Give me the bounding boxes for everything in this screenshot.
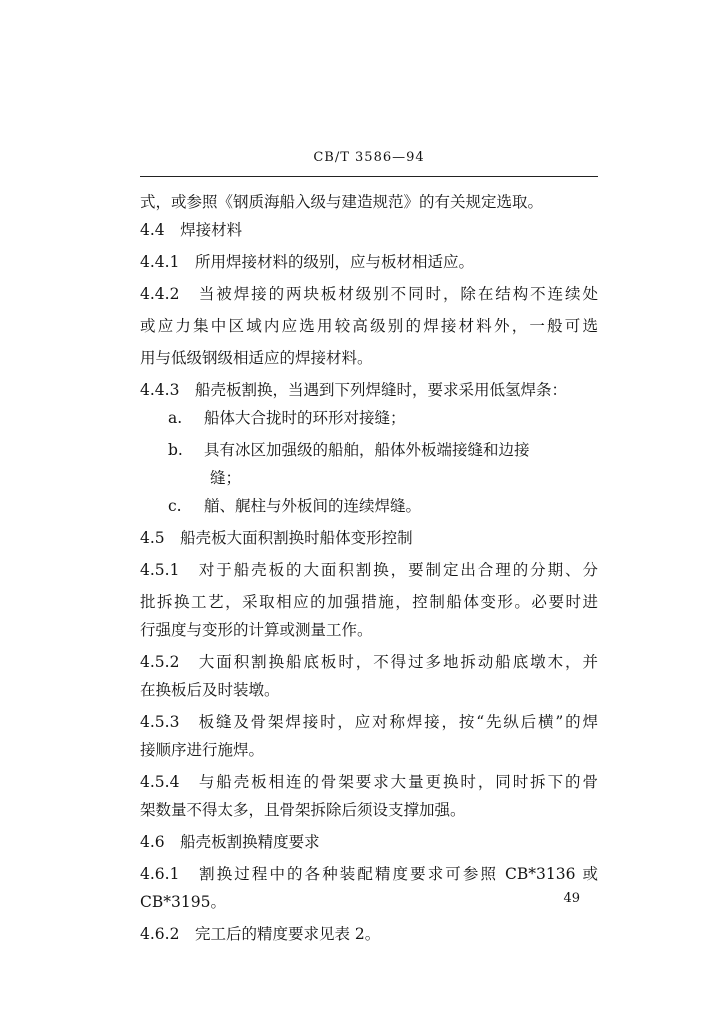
list-item-a (140, 404, 598, 432)
list-item-b-label: b. (168, 441, 183, 459)
section-heading-4-6: 4.6 船壳板割换精度要求 (140, 833, 320, 851)
list-item-c (140, 492, 598, 520)
paragraph-continuation: 式，或参照《钢质海船入级与建造规范》的有关规定选取。 (140, 193, 544, 211)
standard-code-header: CB/T 3586—94 (313, 150, 425, 165)
list-item-b (140, 436, 598, 464)
clause-4-5-3-line-1: 4.5.3 板缝及骨架焊接时，应对称焊接，按“先纵后横”的焊 (140, 713, 598, 731)
section-heading-4-4: 4.4 焊接材料 (140, 221, 243, 239)
document-body (140, 188, 598, 948)
clause-4-5-1-line-2: 批拆换工艺，采取相应的加强措施，控制船体变形。必要时进 (140, 593, 598, 611)
clause-4-5-2-line-1: 4.5.2 大面积割换船底板时，不得过多地拆动船底墩木，并 (140, 653, 598, 671)
clause-4-5-4-line-1: 4.5.4 与船壳板相连的骨架要求大量更换时，同时拆下的骨 (140, 773, 598, 791)
list-item-b-continuation: 缝； (210, 469, 242, 487)
clause-4-5-1-line-1: 4.5.1 对于船壳板的大面积割换，要制定出合理的分期、分 (140, 561, 598, 579)
list-item-c-label: c. (168, 497, 182, 515)
clause-4-4-2-line-1: 4.4.2 当被焊接的两块板材级别不同时，除在结构不连续处 (140, 285, 598, 303)
list-item-a-label: a. (168, 409, 183, 427)
header-rule (140, 176, 598, 177)
clause-4-6-2: 4.6.2 完工后的精度要求见表 2。 (140, 925, 381, 943)
clause-4-4-3: 4.4.3 船壳板割换，当遇到下列焊缝时，要求采用低氢焊条： (140, 381, 567, 399)
clause-4-6-1-line-2: CB*3195。 (140, 893, 226, 911)
section-heading-4-5: 4.5 船壳板大面积割换时船体变形控制 (140, 529, 413, 547)
clause-4-4-2-line-2: 或应力集中区域内应选用较高级别的焊接材料外，一般可选 (140, 317, 598, 335)
page-number: 49 (563, 891, 580, 906)
clause-4-5-2-line-2: 在换板后及时装墩。 (140, 681, 280, 699)
clause-4-5-1-line-3: 行强度与变形的计算或测量工作。 (140, 621, 373, 639)
clause-4-5-3-line-2: 接顺序进行施焊。 (140, 741, 265, 759)
list-item-c-text: 艏、艉柱与外板间的连续焊缝。 (204, 497, 422, 515)
clause-4-5-4-line-2: 架数量不得太多，且骨架拆除后须设支撑加强。 (140, 801, 466, 819)
list-item-a-text: 船体大合拢时的环形对接缝； (204, 409, 406, 427)
list-item-b-text: 具有冰区加强级的船舶，船体外板端接缝和边接 (204, 441, 530, 459)
clause-4-6-1-line-1: 4.6.1 割换过程中的各种装配精度要求可参照 CB*3136 或 (140, 865, 598, 883)
clause-4-4-1: 4.4.1 所用焊接材料的级别，应与板材相适应。 (140, 253, 474, 271)
clause-4-4-2-line-3: 用与低级钢级相适应的焊接材料。 (140, 349, 373, 367)
